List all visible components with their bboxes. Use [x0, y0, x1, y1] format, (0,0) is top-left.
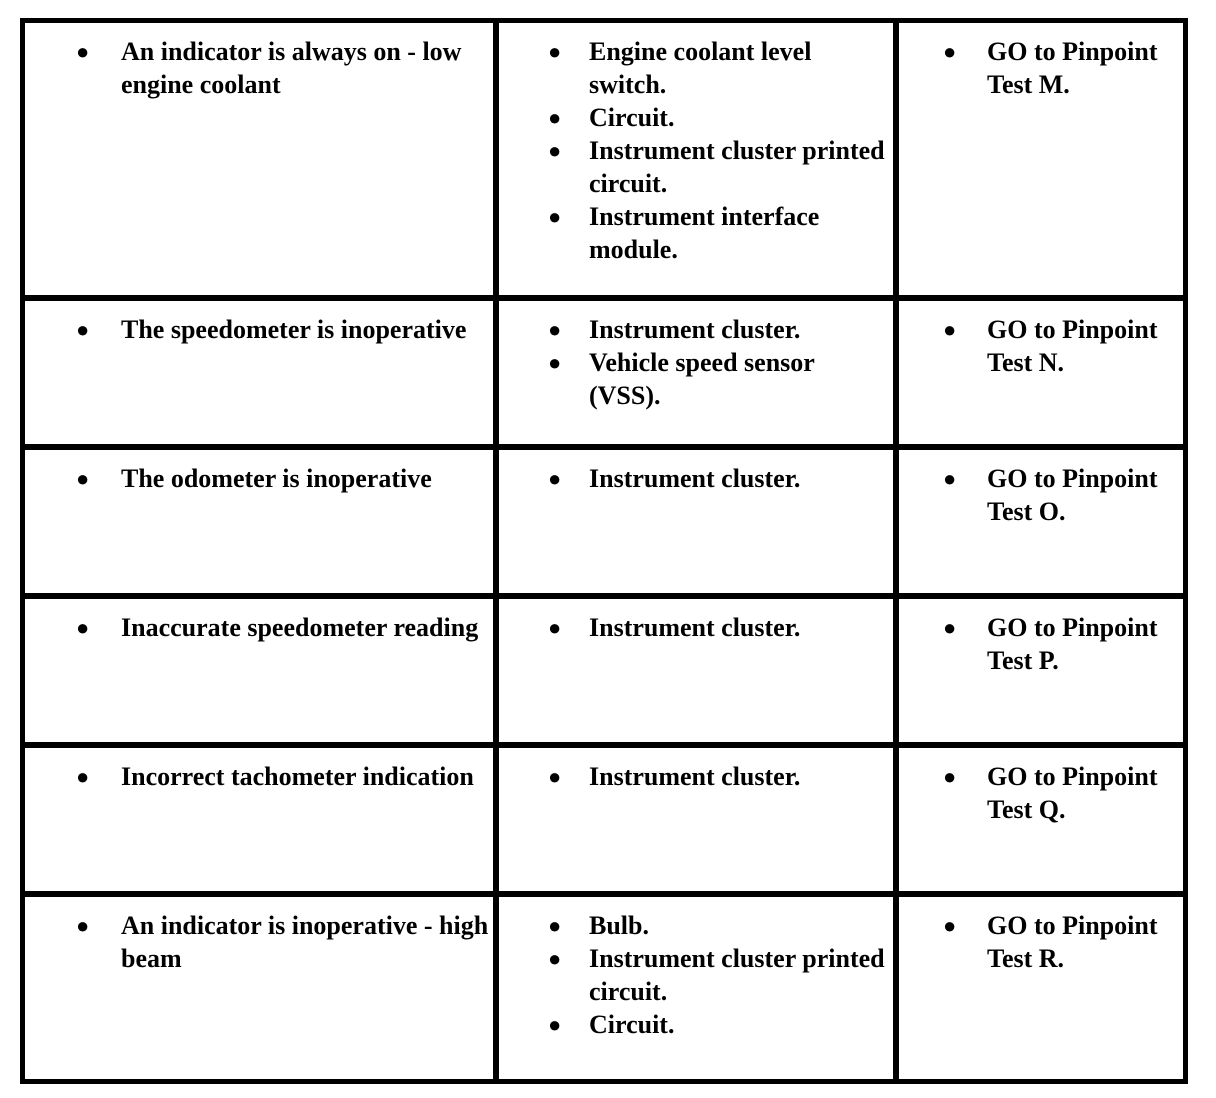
list-item — [499, 1008, 893, 1041]
source-list — [499, 909, 893, 1041]
list-item — [499, 134, 893, 200]
action-cell — [899, 450, 1183, 599]
action-text: GO to Pinpoint Test M. — [987, 37, 1158, 99]
source-text: Vehicle speed sensor (VSS). — [589, 348, 815, 410]
list-item — [25, 909, 493, 975]
list-item — [499, 200, 893, 266]
list-item — [499, 313, 893, 346]
bullet-icon: ● — [548, 466, 562, 491]
symptom-text: Inaccurate speedometer reading — [121, 613, 479, 642]
source-text: Instrument cluster. — [589, 762, 801, 791]
list-item — [499, 760, 893, 793]
source-text: Instrument cluster. — [589, 464, 801, 493]
bullet-icon: ● — [548, 764, 562, 789]
action-list — [899, 909, 1183, 975]
symptom-text: The odometer is inoperative — [121, 464, 432, 493]
action-text: GO to Pinpoint Test P. — [987, 613, 1158, 675]
source-list — [499, 313, 893, 412]
symptom-list — [25, 313, 493, 346]
source-list — [499, 611, 893, 644]
symptom-text: An indicator is inoperative - high beam — [121, 911, 489, 973]
list-item — [899, 35, 1183, 101]
symptom-text: Incorrect tachometer indication — [121, 762, 474, 791]
source-text: Bulb. — [589, 911, 649, 940]
list-item — [25, 35, 493, 101]
action-text: GO to Pinpoint Test Q. — [987, 762, 1158, 824]
action-text: GO to Pinpoint Test N. — [987, 315, 1158, 377]
bullet-icon: ● — [548, 913, 562, 938]
action-cell — [899, 23, 1183, 301]
source-text: Instrument cluster printed circuit. — [589, 136, 885, 198]
list-item — [899, 760, 1183, 826]
bullet-icon: ● — [943, 466, 957, 491]
action-list — [899, 313, 1183, 379]
action-cell — [899, 599, 1183, 748]
list-item — [25, 462, 493, 495]
symptom-list — [25, 462, 493, 495]
source-list — [499, 760, 893, 793]
list-item — [499, 909, 893, 942]
source-text: Circuit. — [589, 103, 675, 132]
list-item — [499, 611, 893, 644]
bullet-icon: ● — [943, 317, 957, 342]
symptom-list — [25, 35, 493, 101]
symptom-list — [25, 760, 493, 793]
action-text: GO to Pinpoint Test O. — [987, 464, 1158, 526]
source-text: Instrument cluster. — [589, 613, 801, 642]
bullet-icon: ● — [548, 39, 562, 64]
bullet-icon: ● — [548, 615, 562, 640]
bullet-icon: ● — [943, 39, 957, 64]
bullet-icon: ● — [76, 317, 90, 342]
list-item — [899, 611, 1183, 677]
bullet-icon: ● — [548, 946, 562, 971]
symptom-cell — [25, 599, 499, 748]
source-cell — [499, 599, 899, 748]
source-cell — [499, 301, 899, 450]
symptom-cell — [25, 450, 499, 599]
symptom-cell — [25, 23, 499, 301]
bullet-icon: ● — [943, 615, 957, 640]
source-cell — [499, 23, 899, 301]
bullet-icon: ● — [548, 138, 562, 163]
bullet-icon: ● — [548, 350, 562, 375]
action-list — [899, 611, 1183, 677]
list-item — [899, 462, 1183, 528]
bullet-icon: ● — [76, 466, 90, 491]
bullet-icon: ● — [548, 204, 562, 229]
source-cell — [499, 897, 899, 1079]
action-cell — [899, 748, 1183, 897]
bullet-icon: ● — [943, 913, 957, 938]
list-item — [499, 101, 893, 134]
action-list — [899, 35, 1183, 101]
bullet-icon: ● — [943, 764, 957, 789]
list-item — [499, 35, 893, 101]
list-item — [899, 313, 1183, 379]
action-list — [899, 760, 1183, 826]
list-item — [499, 462, 893, 495]
source-list — [499, 462, 893, 495]
list-item — [499, 942, 893, 1008]
symptom-text: The speedometer is inoperative — [121, 315, 467, 344]
symptom-list — [25, 611, 493, 644]
list-item — [25, 611, 493, 644]
source-cell — [499, 450, 899, 599]
bullet-icon: ● — [548, 105, 562, 130]
action-text: GO to Pinpoint Test R. — [987, 911, 1158, 973]
list-item — [899, 909, 1183, 975]
symptom-text: An indicator is always on - low engine coolant — [121, 37, 462, 99]
symptom-cell — [25, 897, 499, 1079]
source-list — [499, 35, 893, 266]
source-text: Instrument interface module. — [589, 202, 820, 264]
source-text: Instrument cluster. — [589, 315, 801, 344]
list-item — [499, 346, 893, 412]
symptom-cell — [25, 748, 499, 897]
bullet-icon: ● — [548, 317, 562, 342]
source-text: Circuit. — [589, 1010, 675, 1039]
bullet-icon: ● — [76, 39, 90, 64]
source-text: Instrument cluster printed circuit. — [589, 944, 885, 1006]
source-text: Engine coolant level switch. — [589, 37, 812, 99]
action-cell — [899, 301, 1183, 450]
bullet-icon: ● — [548, 1012, 562, 1037]
bullet-icon: ● — [76, 764, 90, 789]
action-list — [899, 462, 1183, 528]
diagnosis-table — [20, 18, 1188, 1084]
action-cell — [899, 897, 1183, 1079]
symptom-cell — [25, 301, 499, 450]
bullet-icon: ● — [76, 913, 90, 938]
source-cell — [499, 748, 899, 897]
list-item — [25, 313, 493, 346]
symptom-list — [25, 909, 493, 975]
list-item — [25, 760, 493, 793]
bullet-icon: ● — [76, 615, 90, 640]
